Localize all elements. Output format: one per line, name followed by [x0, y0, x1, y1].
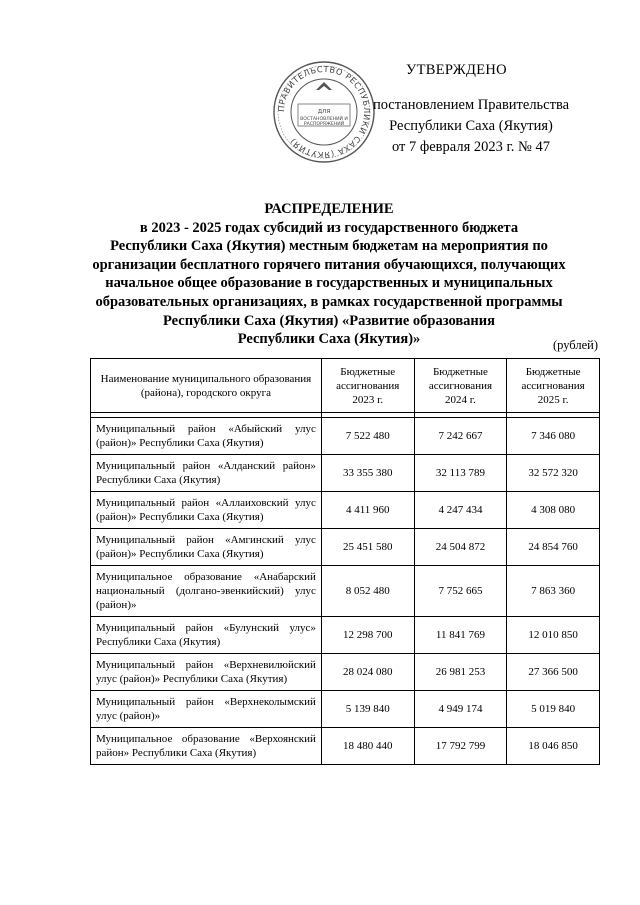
municipality-name: Муниципальный район «Аллаиховский улус (район)» Республики Саха (Якутия): [91, 492, 322, 529]
value-2024: 4 247 434: [414, 492, 507, 529]
table-row: [91, 617, 600, 654]
value-2023: 5 139 840: [321, 691, 414, 728]
approval-block: [356, 60, 586, 158]
header-2024: Бюджетные ассигнования 2024 г.: [414, 359, 507, 413]
value-2023: 33 355 380: [321, 455, 414, 492]
value-2023: 8 052 480: [321, 566, 414, 617]
value-2023: 7 522 480: [321, 418, 414, 455]
municipality-name: Муниципальное образование «Верхоянский район» Республики Саха (Якутия): [91, 728, 322, 765]
unit-label: (рублей): [552, 338, 598, 352]
title-subtitle: в 2023 - 2025 годах субсидий из государственного бюджета Республики Саха (Якутия) местным бюджетам на мероприятия по организации бесплатного горячего питания обучающихся, получающих начальное общее образование в государственных и муниципальных образовательных организациях, в рамках государственной программы Республики Саха (Якутия) «Развитие образования Республики Саха (Якутия)»: [92, 219, 566, 348]
value-2025: 12 010 850: [507, 617, 600, 654]
value-2023: 25 451 580: [321, 529, 414, 566]
municipality-name: Муниципальный район «Амгинский улус (район)» Республики Саха (Якутия): [91, 529, 322, 566]
value-2025: 32 572 320: [507, 455, 600, 492]
approval-line-2: Республики Саха (Якутия): [389, 118, 553, 134]
value-2024: 24 504 872: [414, 529, 507, 566]
svg-text:ПРАВИТЕЛЬСТВО РЕСПУБЛИКИ САХА: ПРАВИТЕЛЬСТВО РЕСПУБЛИКИ САХА (ЯКУТИЯ): [275, 63, 373, 161]
municipality-name: Муниципальный район «Абыйский улус (район)» Республики Саха (Якутия): [91, 418, 322, 455]
municipality-name: Муниципальный район «Верхневилюйский улус (район)» Республики Саха (Якутия): [91, 654, 322, 691]
value-2023: 4 411 960: [321, 492, 414, 529]
value-2024: 11 841 769: [414, 617, 507, 654]
approval-word: УТВЕРЖДЕНО: [406, 62, 507, 78]
header-2023: Бюджетные ассигнования 2023 г.: [321, 359, 414, 413]
value-2024: 26 981 253: [414, 654, 507, 691]
table-row: [91, 691, 600, 728]
value-2025: 7 346 080: [507, 418, 600, 455]
value-2024: 4 949 174: [414, 691, 507, 728]
municipality-name: Муниципальное образование «Анабарский национальный (долгано-эвенкийский) улус (район)»: [91, 566, 322, 617]
table-row: [91, 418, 600, 455]
table-row: [91, 529, 600, 566]
value-2024: 32 113 789: [414, 455, 507, 492]
header-2025: Бюджетные ассигнования 2025 г.: [507, 359, 600, 413]
value-2025: 7 863 360: [507, 566, 600, 617]
value-2024: 7 242 667: [414, 418, 507, 455]
municipality-name: Муниципальный район «Верхнеколымский улус (район)»: [91, 691, 322, 728]
value-2025: 24 854 760: [507, 529, 600, 566]
value-2025: 5 019 840: [507, 691, 600, 728]
svg-text:ДЛЯ: ДЛЯ: [317, 109, 331, 115]
municipality-name: Муниципальный район «Алданский район» Республики Саха (Якутия): [91, 455, 322, 492]
title-main: РАСПРЕДЕЛЕНИЕ: [264, 201, 394, 217]
table-row: [91, 728, 600, 765]
header-name: Наименование муниципального образования (района), городского округа: [91, 359, 322, 413]
table-row: [91, 566, 600, 617]
svg-text:РАСПОРЯЖЕНИЙ: РАСПОРЯЖЕНИЙ: [303, 122, 345, 127]
municipality-name: Муниципальный район «Булунский улус» Республики Саха (Якутия): [91, 617, 322, 654]
approval-line-1: постановлением Правительства: [372, 97, 570, 113]
table-row: [91, 654, 600, 691]
approval-line-3: от 7 февраля 2023 г. № 47: [391, 139, 551, 155]
table-header-row: [91, 359, 600, 413]
value-2023: 12 298 700: [321, 617, 414, 654]
table-body: [91, 413, 600, 765]
value-2023: 28 024 080: [321, 654, 414, 691]
value-2025: 4 308 080: [507, 492, 600, 529]
value-2025: 27 366 500: [507, 654, 600, 691]
value-2025: 18 046 850: [507, 728, 600, 765]
value-2023: 18 480 440: [321, 728, 414, 765]
table-row: [91, 455, 600, 492]
allocation-table: [90, 358, 600, 765]
value-2024: 17 792 799: [414, 728, 507, 765]
value-2024: 7 752 665: [414, 566, 507, 617]
document-title: [80, 200, 578, 349]
table-row: [91, 492, 600, 529]
svg-text:ВОСТАНОВЛЕНИЙ И: ВОСТАНОВЛЕНИЙ И: [300, 117, 348, 122]
